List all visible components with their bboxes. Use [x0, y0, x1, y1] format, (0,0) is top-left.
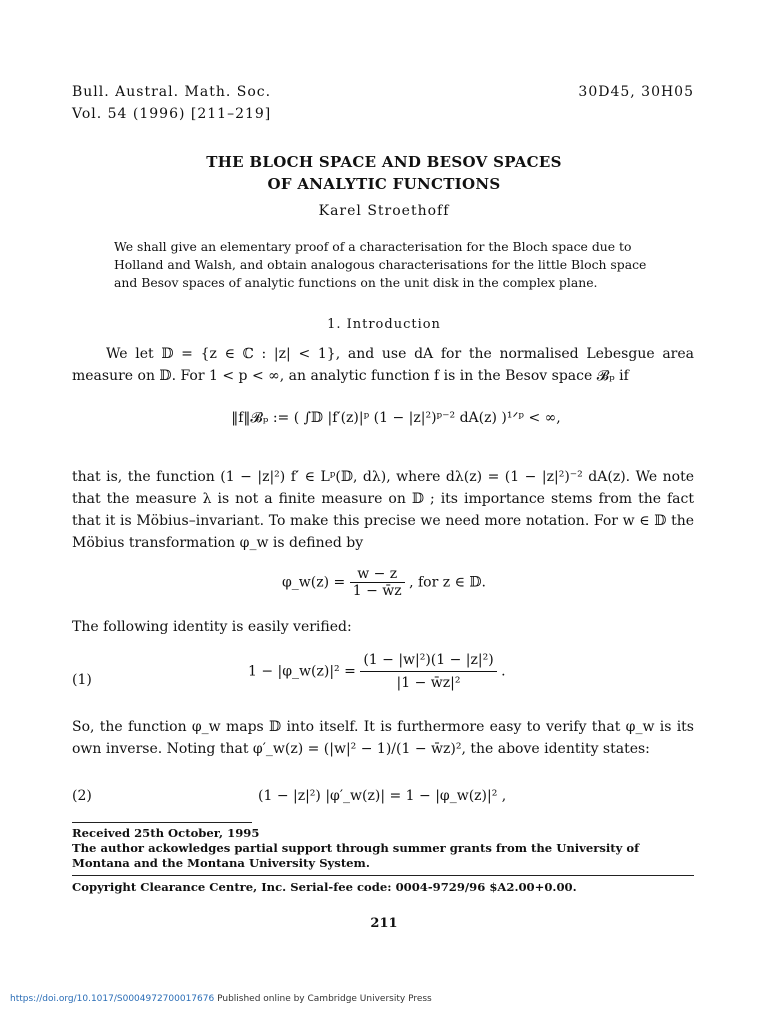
equation-mobius-numerator: w − z: [357, 566, 398, 582]
equation-2-label: (2): [72, 788, 92, 804]
equation-2: (1 − |z|²) |φ′_w(z)| = 1 − |φ_w(z)|² ,: [258, 788, 507, 804]
journal-line-1: Bull. Austral. Math. Soc.: [72, 84, 272, 100]
paragraph-1: We let 𝔻 = {z ∈ ℂ : |z| < 1}, and use dA for the normalised Lebesgue area measure on 𝔻. For 1 < p < ∞, an analytic function f is in the Besov space 𝓑ₚ if: [72, 346, 694, 384]
classification-codes: 30D45, 30H05: [578, 84, 694, 100]
article-author: Karel Stroethoff: [318, 203, 450, 219]
footnote-copyright: Copyright Clearance Centre, Inc. Serial-fee code: 0004-9729/96 $A2.00+0.00.: [72, 880, 577, 894]
equation-1-fraction: [360, 652, 496, 691]
equation-mobius-lhs: φ_w(z) =: [282, 574, 346, 591]
footnote-acknowledgement: The author ackowledges partial support through summer grants from the University of Montana and the Montana University System.: [72, 841, 640, 870]
copyright-rule: [72, 875, 694, 876]
equation-mobius-tail: , for z ∈ 𝔻.: [409, 574, 486, 591]
article-title-line-2: OF ANALYTIC FUNCTIONS: [267, 175, 501, 193]
doi-bar: [10, 994, 432, 1004]
paragraph-2: that is, the function (1 − |z|²) f′ ∈ Lᵖ(𝔻, dλ), where dλ(z) = (1 − |z|²)⁻² dA(z). We note that the measure λ is not a finite measure on 𝔻 ; its importance stems from the fact that it is Möbius–invariant. To make this precise we need more notation. For w ∈ 𝔻 the Möbius transformation φ_w is defined by: [72, 469, 694, 551]
equation-mobius-denominator: 1 − w̄z: [350, 582, 405, 599]
equation-1-denominator: |1 − w̄z|²: [360, 671, 496, 691]
equation-mobius: [282, 566, 486, 599]
journal-line-2: Vol. 54 (1996) [211–219]: [72, 106, 272, 122]
equation-1-label: (1): [72, 672, 92, 688]
paragraph-3: The following identity is easily verified:: [72, 619, 352, 635]
equation-1-numerator: (1 − |w|²)(1 − |z|²): [363, 652, 494, 668]
equation-1: [248, 652, 506, 691]
equation-1-lhs: 1 − |φ_w(z)|² =: [248, 663, 356, 680]
page-number: 211: [370, 916, 398, 931]
article-title-line-1: THE BLOCH SPACE AND BESOV SPACES: [206, 153, 562, 171]
footnote-rule: [72, 822, 252, 823]
doi-link[interactable]: https://doi.org/10.1017/S0004972700017676: [10, 994, 215, 1004]
published-online-text: Published online by Cambridge University Press: [217, 994, 432, 1004]
equation-mobius-fraction: [350, 566, 405, 599]
abstract: We shall give an elementary proof of a characterisation for the Bloch space due to Holland and Walsh, and obtain analogous characterisations for the little Bloch space and Besov spaces of analytic functions on the unit disk in the complex plane.: [114, 239, 647, 290]
equation-besov-norm: ‖f‖𝓑ₚ := ( ∫𝔻 |f′(z)|ᵖ (1 − |z|²)ᵖ⁻² dA(z) )¹ᐟᵖ < ∞,: [231, 410, 561, 426]
equation-1-tail: .: [501, 663, 506, 680]
section-heading: 1. Introduction: [327, 317, 441, 332]
paragraph-4: So, the function φ_w maps 𝔻 into itself. It is furthermore easy to verify that φ_w is its own inverse. Noting that φ′_w(z) = (|w|² − 1)/(1 − w̄z)², the above identity states:: [72, 719, 694, 757]
footnote-received: Received 25th October, 1995: [72, 826, 260, 840]
